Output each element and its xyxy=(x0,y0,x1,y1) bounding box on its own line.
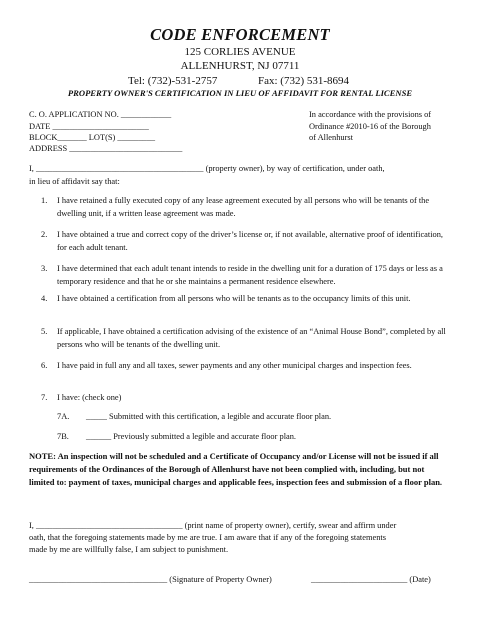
office-phone: Tel: (732)-531-2757 xyxy=(128,75,218,87)
subitem-number: 7B. xyxy=(57,432,69,441)
attestation-line3: made by me are willfully false, I am subject to punishment. xyxy=(29,545,229,554)
attestation-line2: oath, that the foregoing statements made by me are true. I am aware that if any of the foregoing statements xyxy=(29,533,386,542)
list-item: I have obtained a certification from all persons who will be tenants as to the occupancy limits of this unit. xyxy=(57,294,411,303)
option-submitted-floor-plan[interactable]: _____ Submitted with this certification, a legible and accurate floor plan. xyxy=(86,412,332,421)
list-item: I have determined that each adult tenant intends to reside in the dwelling unit for a duration of 175 days or less as a temporary residence and that he or she maintains a permanent residence elsewhere. xyxy=(57,264,443,286)
signature-date-field[interactable]: _______________________ (Date) xyxy=(311,575,431,584)
ordinance-note-line1: In accordance with the provisions of xyxy=(309,110,432,119)
date-field[interactable]: DATE _______________________ xyxy=(29,122,149,131)
owner-signature-field[interactable]: _________________________________ (Signature of Property Owner) xyxy=(29,575,272,584)
list-item: If applicable, I have obtained a certification advising of the existence of an “Animal House Bond”, completed by all persons who will be tenants of the dwelling unit. xyxy=(57,327,446,349)
list-item: I have obtained a true and correct copy of the driver’s license or, if not available, alternative proof of identification, for each adult tenant. xyxy=(57,230,443,252)
item-number: 5. xyxy=(41,327,48,336)
ordinance-note-line2: Ordinance #2010-16 of the Borough xyxy=(309,122,431,131)
print-name-field[interactable]: I, ___________________________________ (print name of property owner), certify, swear and affirm under xyxy=(29,521,397,530)
list-item: I have paid in full any and all taxes, sewer payments and any other municipal charges and inspection fees. xyxy=(57,361,412,370)
address-field[interactable]: ADDRESS ___________________________ xyxy=(29,144,183,153)
list-item: I have: (check one) xyxy=(57,393,122,402)
item-number: 3. xyxy=(41,264,48,273)
office-address-line1: 125 CORLIES AVENUE xyxy=(184,46,296,58)
block-lot-field[interactable]: BLOCK_______ LOT(S) _________ xyxy=(29,133,156,142)
ordinance-note-line3: of Allenhurst xyxy=(309,133,353,142)
subitem-number: 7A. xyxy=(57,412,70,421)
option-previously-submitted[interactable]: ______ Previously submitted a legible and accurate floor plan. xyxy=(86,432,297,441)
office-fax: Fax: (732) 531-8694 xyxy=(258,75,350,87)
form-title: CODE ENFORCEMENT xyxy=(150,25,330,44)
application-number-field[interactable]: C. O. APPLICATION NO. ____________ xyxy=(29,110,172,119)
office-address-line2: ALLENHURST, NJ 07711 xyxy=(180,60,300,72)
intro-statement: in lieu of affidavit say that: xyxy=(29,177,120,186)
owner-name-field[interactable]: I, ________________________________________ (property owner), by way of certification, under oath, xyxy=(29,164,385,173)
form-subtitle: PROPERTY OWNER'S CERTIFICATION IN LIEU OF AFFIDAVIT FOR RENTAL LICENSE xyxy=(67,88,413,98)
item-number: 7. xyxy=(41,393,48,402)
item-number: 2. xyxy=(41,230,48,239)
item-number: 6. xyxy=(41,361,48,370)
item-number: 1. xyxy=(41,196,48,205)
inspection-note: NOTE: An inspection will not be scheduled and a Certificate of Occupancy and/or License will not be issued if all requirements of the Ordinances of the Borough of Allenhurst have not been complied with, including, but not limited to: payment of taxes, municipal charges and applicable fees, inspection fees and submission of a floor plan. xyxy=(29,451,443,487)
list-item: I have retained a fully executed copy of any lease agreement executed by all persons who will be tenants of the dwelling unit, if a written lease agreement was made. xyxy=(57,196,430,218)
item-number: 4. xyxy=(41,294,48,303)
